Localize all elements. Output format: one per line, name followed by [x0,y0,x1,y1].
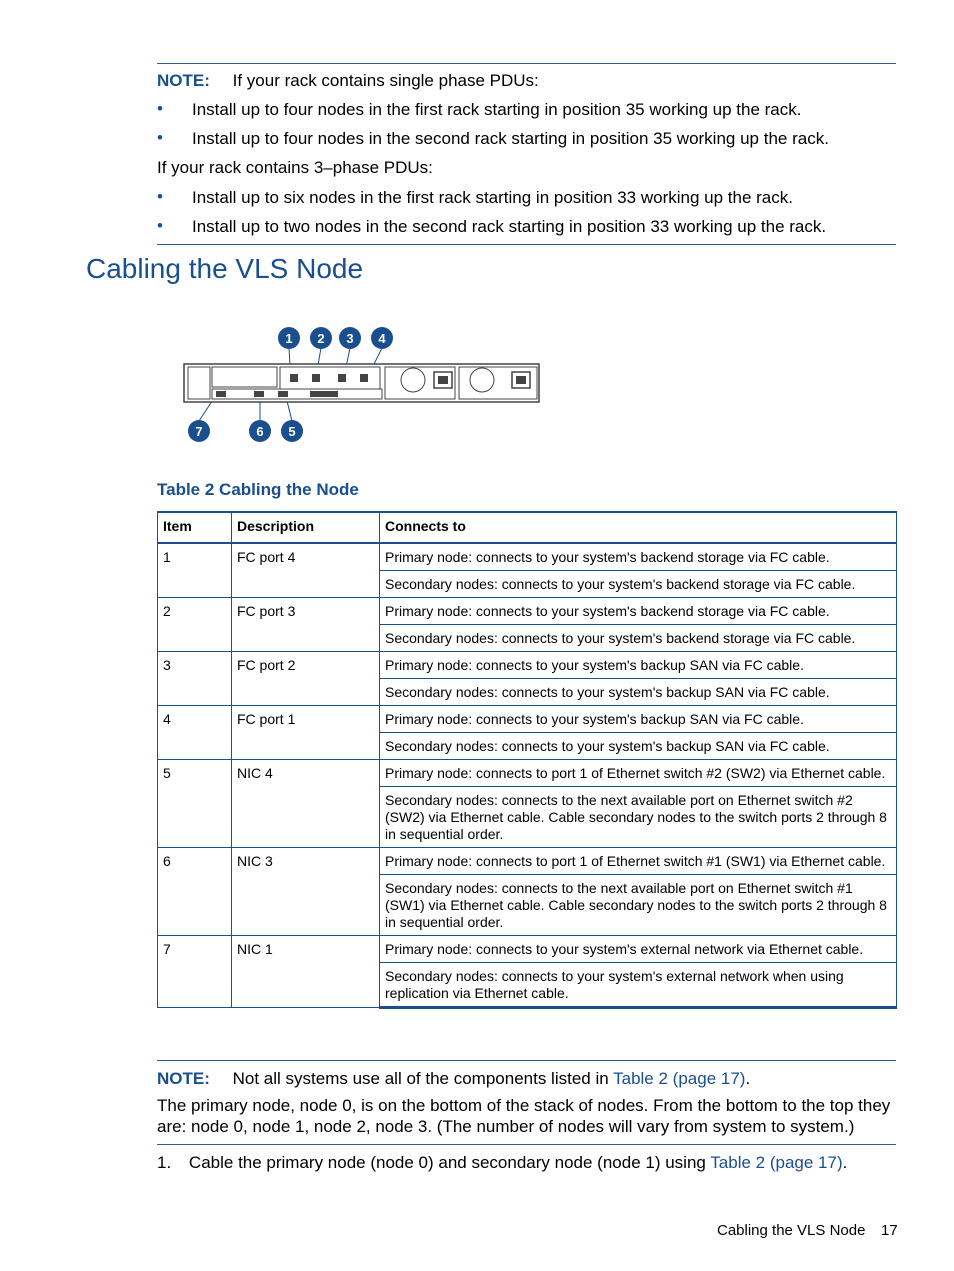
secondary-cell: Secondary nodes: connects to your system's external network when using replication via Ethernet cable. [380,963,897,1008]
note-top-rule [157,63,896,64]
cabling-table [157,511,897,1009]
description-cell: NIC 4 [232,760,380,848]
table-link[interactable]: Table 2 (page 17) [710,1153,843,1172]
secondary-cell: Secondary nodes: connects to the next available port on Ethernet switch #2 (SW2) via Ethernet cable. Cable secondary nodes to the switch ports 2 through 8 in sequential order. [380,787,897,848]
table-row [158,848,897,875]
table-link[interactable]: Table 2 (page 17) [613,1069,746,1088]
table-caption: Table 2 Cabling the Node [157,480,359,499]
list-item: Install up to four nodes in the first rack starting in position 35 working up the rack. [192,100,802,119]
page-number: 17 [881,1222,898,1239]
callout-2: 2 [317,331,325,346]
primary-cell: Primary node: connects to port 1 of Ethernet switch #2 (SW2) via Ethernet cable. [380,760,897,787]
callout-3: 3 [346,331,354,346]
note-1 [157,70,539,92]
header-description: Description [232,512,380,543]
note-label: NOTE: [157,71,210,90]
table-row [158,706,897,733]
list-item: Install up to six nodes in the first rack starting in position 33 working up the rack. [192,188,793,207]
note-bottom-rule [157,244,896,245]
callout-5: 5 [288,424,296,439]
table-row [158,936,897,963]
item-cell: 3 [158,652,232,706]
item-cell: 7 [158,936,232,1008]
callout-6: 6 [256,424,264,439]
primary-cell: Primary node: connects to your system's backup SAN via FC cable. [380,706,897,733]
footer-title: Cabling the VLS Node [717,1222,866,1239]
callout-7: 7 [195,424,203,439]
item-cell: 1 [158,543,232,598]
primary-cell: Primary node: connects to your system's backend storage via FC cable. [380,543,897,571]
description-cell: FC port 2 [232,652,380,706]
section-title: Cabling the VLS Node [86,253,364,284]
primary-cell: Primary node: connects to your system's external network via Ethernet cable. [380,936,897,963]
list-item: Install up to four nodes in the second rack starting in position 35 working up the rack. [192,129,829,148]
callout-1: 1 [285,331,293,346]
node-rear-figure [180,322,545,447]
table-header-row [158,512,897,543]
nodes-paragraph: The primary node, node 0, is on the bottom of the stack of nodes. From the bottom to the top they are: node 0, node 1, node 2, node 3. (The number of nodes will vary from system to system.) [157,1096,891,1136]
bullet-icon: • [157,128,163,147]
header-item: Item [158,512,232,543]
description-cell: NIC 1 [232,936,380,1008]
server-chassis [184,364,539,402]
note2-top-rule [157,1060,896,1061]
secondary-cell: Secondary nodes: connects to your system's backend storage via FC cable. [380,625,897,652]
table-row [158,760,897,787]
step-1 [157,1152,847,1174]
item-cell: 4 [158,706,232,760]
item-cell: 5 [158,760,232,848]
description-cell: FC port 4 [232,543,380,598]
header-connects-to: Connects to [380,512,897,543]
three-phase-intro: If your rack contains 3–phase PDUs: [157,158,433,177]
note2-bottom-rule [157,1144,896,1145]
table-row [158,652,897,679]
note2-text: Not all systems use all of the components listed in [232,1069,609,1088]
table-row [158,598,897,625]
bullet-icon: • [157,216,163,235]
description-cell: FC port 1 [232,706,380,760]
note-2 [157,1068,750,1090]
callout-4: 4 [378,331,386,346]
primary-cell: Primary node: connects to port 1 of Ethernet switch #1 (SW1) via Ethernet cable. [380,848,897,875]
note-text: If your rack contains single phase PDUs: [232,71,539,90]
note2-label: NOTE: [157,1069,210,1088]
description-cell: NIC 3 [232,848,380,936]
secondary-cell: Secondary nodes: connects to your system's backup SAN via FC cable. [380,679,897,706]
step-number: 1. [157,1153,172,1172]
list-item: Install up to two nodes in the second rack starting in position 33 working up the rack. [192,217,827,236]
step-text: Cable the primary node (node 0) and secondary node (node 1) using [188,1153,706,1172]
bullet-icon: • [157,99,163,118]
primary-cell: Primary node: connects to your system's backup SAN via FC cable. [380,652,897,679]
item-cell: 6 [158,848,232,936]
secondary-cell: Secondary nodes: connects to your system's backend storage via FC cable. [380,571,897,598]
bullet-icon: • [157,187,163,206]
description-cell: FC port 3 [232,598,380,652]
secondary-cell: Secondary nodes: connects to your system's backup SAN via FC cable. [380,733,897,760]
item-cell: 2 [158,598,232,652]
table-row [158,543,897,571]
step-period: . [842,1153,848,1172]
note2-period: . [745,1069,751,1088]
secondary-cell: Secondary nodes: connects to the next available port on Ethernet switch #1 (SW1) via Ethernet cable. Cable secondary nodes to the switch ports 2 through 8 in sequential order. [380,875,897,936]
primary-cell: Primary node: connects to your system's backend storage via FC cable. [380,598,897,625]
